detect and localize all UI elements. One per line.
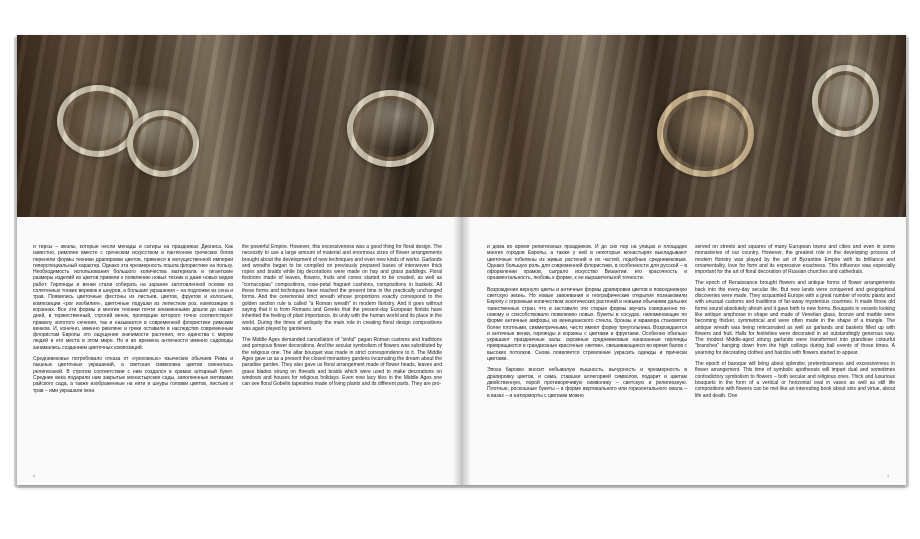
page-number-left: 8 [33,473,36,478]
paragraph: The epoch of Renaissance brought flowers and antique forms of flower arrangements back into the every-day secular life. But new lands were conquered and geographical discoveries were made. They acquainted Europe with a great number of exotic plants and with unusual customs and traditions of far-away mysterious countries. It made those old forms sound absolutely afresh and it gave birth to new forms. Bouquets in vessels looking like antique amphorae in shape and made of Venetian glass, bronze and marble were becoming thicker, symmetrical and were often made in the shape of a triangle. The antique wreath was being reincarnated as well as garlands and baskets filled up with flowers and fruit. Halls for festivities were decorated in an outstandingly generous way. The modest Middle-aged strung garlands were transformed into grandiose colourful "branches" hanging down from the high ceilings during ball events of those times. A yearning for decorating clothes and hairdos with flowers started to appear. [695,280,895,356]
bark-curl [657,90,754,177]
bark-curl [347,90,434,167]
paragraph: и дома во время религиозных праздников. И до сих пор на улицах и площадях многих городов Европы, а также у ней в некоторых монастырях выкладывают цветочные гобелены из живых растений и их частей, подобные средневековым. Однако большую роль для современной флористики, в особенности для русской – в оформлении храмов, сыграло искусство Византии: его красочность и орнаментальность, любовь к форме, к ее выразительной точности. [487,244,687,282]
page-number-right: 9 [887,473,890,478]
paragraph: Возрождение вернуло цветы и античные формы драпировки цветов в повседневную светскую жизнь. Но новые завоевания и географические открытия познакомили Европу с огромным количеством экзотических растений и новыми обычаями дальних таинственных стран, что и заставило эти старые формы звучать совершенно по-новому и способствовало появлению новых. Букеты в сосудах, напоминающие по форме античные амфоры, из венецианского стекла, бронзы и мрамора становятся более плотными, симметричными, чисто имеют форму треугольника. Возрождаются и античные венки, гирлянды и корзины с цветами и фруктами. Особенно обильно украшают праздничные залы: скромные средневековые наниэанные гирлянды превращаются в грандиозные красочные «ветви», свешивающиеся во время балов с высоких потолков. Снова появляется стремление украсить одежды и прически цветами. [487,286,687,363]
bark-curl [57,85,139,157]
paragraph: Эпоха барокко вносит небывалую пышность, вычурность и чрезмерность в драпировку цветов, и сама, ставшая аллегорией символов, подарит и цветам двойственную, порой противоречивую символику – светскую и религиозную. Плотные, роскошные букеты – в форме вертикального или горизонтального овала – в вазах – и натюрморты с цветами можно [487,367,687,399]
right-page-column-en [695,244,895,444]
paragraph: и тирсы – жезлы, которые несли менады и сатиры на праздниках Диониса. Как известно, римляне вместе с греческим искусством и пантеоном греческих богов переняли формы техники драпировки цветов, привнеся в могущественной империи гиперспециальный характер. Однако эта чрезмерность пошла флористике на пользу. Необходимость использования большого количества материала и гигантские размеры изделий из цветов привели к появлению новых техник и даже новых видов работ. Гирлянды и венки стали собирать на заранее заготовленной основе из сплетенных тонких веревок и шнуров, а большие украшения – на подложке из сена и трав. Появились цветочные фестоны из листьев, цветов, фруктов и колосьев, композиции «рог изобилия», цветочные подушки из лепестков роз, композиции в корзинах. Все эти формы и многие техники почти неизменными дошли до наших дней, в торжественный, строгий венок, пропорции которого точно соответствуют правилу золотого сечения, так и называется в современной флористике римским венком. И, конечно, именно римляне и греки оставили в наследство современным флористам Европы это ощущение значимости растения, его единства с миром людей и его места в этом мире. Но и во времена античности именно садоводы занимались созданием цветочных композиций. [33,244,233,351]
book-gutter [453,35,471,485]
paragraph: served on streets and squares of many European towns and cities and even in some monasteries of our country. However, the greatest role in the developing process of modern floristry was played by the art of Byzantine Empire with its brilliance and ornamentality, love for form and its expressive exactness. This influence was especially important for the art of floral decoration of Russian churches and cathedrals. [695,244,895,276]
paragraph: the powerful Empire. However, this excessiveness was a good thing for floral design. The necessity to use a large amount of material and enormous sizes of flower arrangements brought about the development of new techniques and even new kinds of works. Garlands and wreaths began to be compiled on previously prepared bases of interwoven thick ropes and braids while big decorations were made on hay and grass paddings. Floral festoons made of leaves, flowers, fruits and cones started to be created, as well as "cornucopias" compositions, rose-petal fragrant cushions, compositions in baskets. All these forms and techniques have reached the present time in the practically unchanged forms. And the ceremonial strict wreath whose proportions exactly correspond to the golden section rule is called "a Roman wreath" in modern floristry. And it goes without saying that it is from Romans and Greeks that the present-day European florists have inherited the feeling of plant importance, its unity with the human world and its place in the world. During the times of antiquity the main role in creating floral design compositions was again played by gardeners. [242,244,442,332]
bark-curl [812,65,879,137]
right-page-column-ru [487,244,687,444]
paragraph: The Middle Ages demanded cancellation of "sinful" pagan Roman customs and traditions and pompous flower decorations. And the secular symbolism of flowers was substituted by the religious one. The altar bouquet was made in strict correspondence to it. The Middle Ages gave us as a present the closed monastery gardens incarnating the dream about the paradise garden. They also gave us floral arrangement made of flower heads, leaves and grass blades strung on threads and braids which were used to make decorations on windows and houses for religious holidays. Even now lacy tiles in the Middle Ages one can see floral Gobelin tapestries made of living plants and its different parts. They are pro- [242,337,442,388]
paragraph: Средневековье потребовало отказа от «греховных» языческих обычаев Рима и пышных цветочных украшений, а светская символика цветов сменилась религиозной. В строгом соответствии с ним создался в храмах алтарный букет. Средние века подарили нам закрытые монастырские сады, заполненные мотивами райского сада, а также изображенные на нити и шнуры головки цветов, листьев и трав – ими украшали окна [33,356,233,394]
left-page-column-ru [33,244,233,444]
book-spread [17,35,906,485]
bark-curl [127,110,199,177]
paragraph: The epoch of baroque will bring about splendor, pretentiousness and excessiveness in flower arrangement. This time of symbolic apotheosis will impart dual and sometimes contradictory symbolism to flowers – both secular and religious ones. Thick and luxurious bouquets in the form of a vertical or horizontal oval in vases as well as still life compositions with flowers can be met like an interesting book about sins and virtue, about life and death. One [695,361,895,399]
left-page-column-en [242,244,442,444]
